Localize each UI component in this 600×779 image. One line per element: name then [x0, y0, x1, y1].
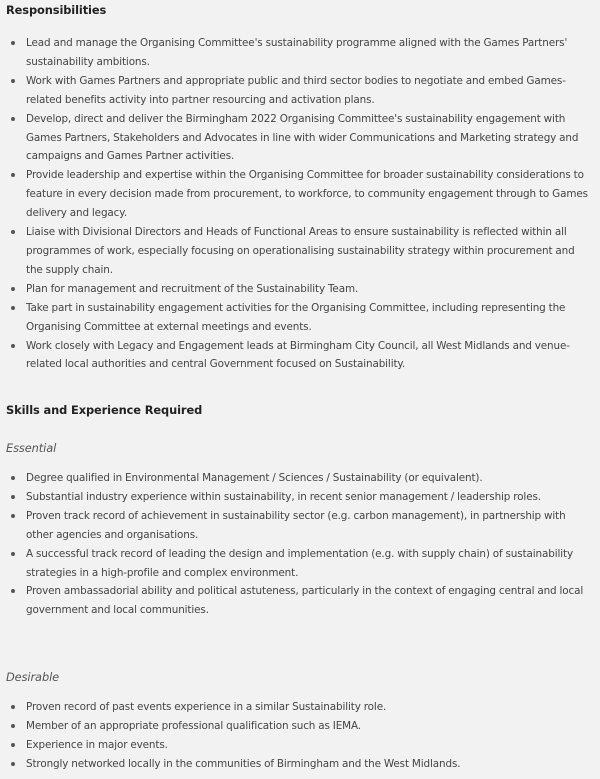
responsibilities-list [0, 34, 600, 374]
essential-list [0, 469, 600, 620]
list-item: Proven track record of achievement in sustainability sector (e.g. carbon management), in partnership with other agencies and organisations. [0, 507, 600, 545]
list-item: Work with Games Partners and appropriate public and third sector bodies to negotiate and embed Games-related benefits activity into partner resourcing and activation plans. [0, 72, 600, 110]
list-item: Take part in sustainability engagement activities for the Organising Committee, including representing the Organising Committee at external meetings and events. [0, 299, 600, 337]
list-item: Plan for management and recruitment of the Sustainability Team. [0, 280, 600, 299]
list-item: Liaise with Divisional Directors and Heads of Functional Areas to ensure sustainability is reflected within all programmes of work, especially focusing on operationalising sustainability strategy within procurement and the supply chain. [0, 223, 600, 280]
responsibilities-heading: Responsibilities [6, 3, 107, 17]
list-item: Proven ambassadorial ability and political astuteness, particularly in the context of engaging central and local government and local communities. [0, 582, 600, 620]
essential-subheading: Essential [6, 441, 57, 455]
desirable-subheading: Desirable [6, 670, 60, 684]
list-item: Provide leadership and expertise within the Organising Committee for broader sustainability considerations to feature in every decision made from procurement, to workforce, to community engagement through to Games delivery and legacy. [0, 166, 600, 223]
list-item: Develop, direct and deliver the Birmingham 2022 Organising Committee's sustainability engagement with Games Partners, Stakeholders and Advocates in line with wider Communications and Marketing strategy and campaigns and Games Partner activities. [0, 110, 600, 167]
list-item: Strongly networked locally in the communities of Birmingham and the West Midlands. [0, 755, 600, 774]
list-item: Work closely with Legacy and Engagement leads at Birmingham City Council, all West Midlands and venue-related local authorities and central Government focused on Sustainability. [0, 337, 600, 375]
list-item: Experience in major events. [0, 736, 600, 755]
list-item: A successful track record of leading the design and implementation (e.g. with supply chain) of sustainability strategies in a high-profile and complex environment. [0, 545, 600, 583]
list-item: Substantial industry experience within sustainability, in recent senior management / leadership roles. [0, 488, 600, 507]
skills-heading: Skills and Experience Required [6, 403, 203, 417]
list-item: Lead and manage the Organising Committee's sustainability programme aligned with the Games Partners' sustainability ambitions. [0, 34, 600, 72]
desirable-list [0, 698, 600, 774]
list-item: Proven record of past events experience in a similar Sustainability role. [0, 698, 600, 717]
list-item: Degree qualified in Environmental Management / Sciences / Sustainability (or equivalent). [0, 469, 600, 488]
list-item: Member of an appropriate professional qualification such as IEMA. [0, 717, 600, 736]
